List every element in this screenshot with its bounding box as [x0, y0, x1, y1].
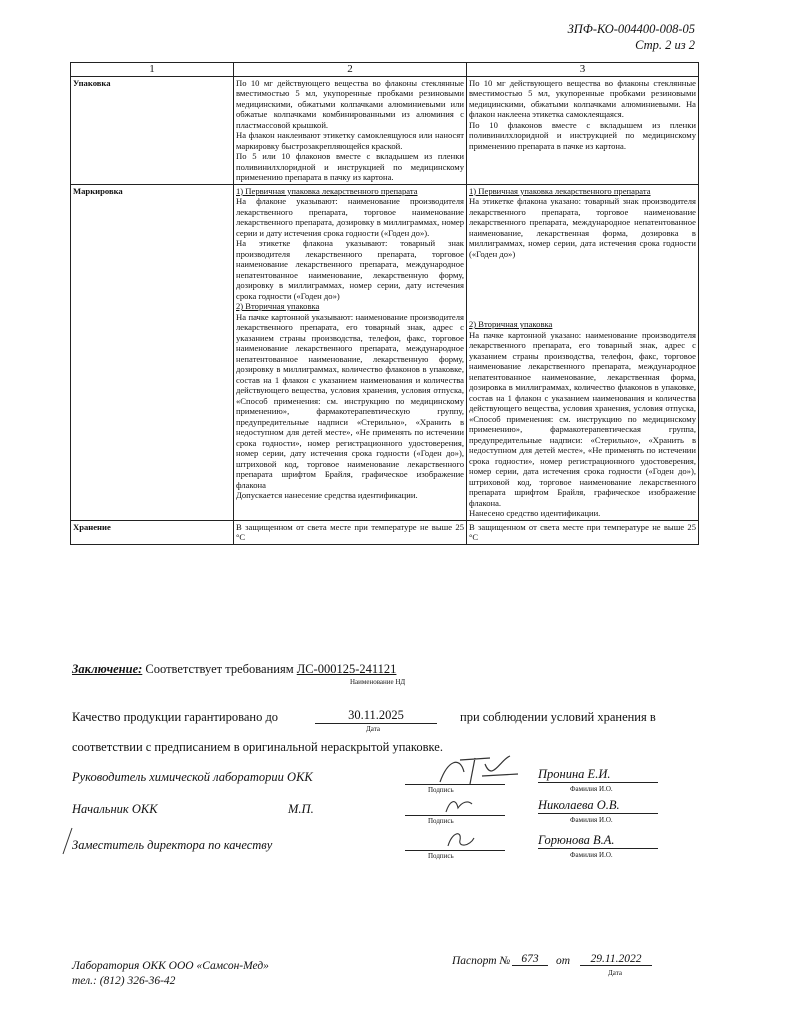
- passport-from: от: [556, 955, 571, 967]
- text-paragraph: На этикетке флакона указывают: товарный знак производителя лекарственного препарата, торговое наименование лекарственного препарата, международное непатентованное наименование, лекарственную форму, дозировку в миллиграммах, номер серии, дату истечения срока годности («Годен до»): [236, 238, 464, 301]
- handwritten-signature: [440, 794, 480, 818]
- page-number: Стр. 2 из 2: [635, 38, 695, 52]
- conclusion-text: Соответствует требованиям: [145, 662, 294, 676]
- col-number-3: 3: [467, 63, 699, 77]
- col-number-2: 2: [234, 63, 467, 77]
- text-paragraph: Допускается нанесение средства идентификации.: [236, 490, 418, 500]
- signer-role-1: Руководитель химической лаборатории ОКК: [72, 770, 313, 784]
- name-caption: Фамилия И.О.: [570, 816, 613, 824]
- table-header-row: [71, 63, 699, 77]
- doc-code: ЗПФ-КО-004400-008-05: [567, 22, 695, 36]
- text-paragraph: По 10 мг действующего вещества во флаконы стеклянные вместимостью 5 мл, укупоренные пробками резиновыми медицинскими, обжатыми колпачками алюминиевыми или обжатые колпачками комбинированными из алюминия с пластмассовой крышкой.: [236, 77, 464, 130]
- row-label: Хранение: [71, 520, 234, 544]
- signer-role-3: Заместитель директора по качеству: [72, 838, 273, 852]
- signer-name-1: Пронина Е.И.: [538, 767, 658, 783]
- passport-date-caption: Дата: [608, 969, 622, 977]
- handwritten-signature: [440, 826, 480, 852]
- sign-caption: Подпись: [428, 786, 454, 794]
- quality-suffix: при соблюдении условий хранения в: [460, 710, 656, 724]
- storage-actual-cell: В защищенном от света месте при температуре не выше 25 °С: [467, 520, 699, 544]
- passport-date: 29.11.2022: [580, 953, 652, 966]
- conclusion: [72, 662, 396, 677]
- quality-line2: соответствии с предписанием в оригинальной нераскрытой упаковке.: [72, 740, 443, 754]
- table-row-storage: [71, 520, 699, 544]
- signer-name-2: Николаева О.В.: [538, 798, 658, 814]
- text-paragraph: На флаконе указывают: наименование производителя лекарственного препарата, торговое наименование лекарственного препарата, дозировку в миллиграммах, номер серии и дату истечения срока годности («Годен до»).: [236, 196, 464, 238]
- text-paragraph: По 10 мг действующего вещества во флаконы стеклянные вместимостью 5 мл, укупоренные пробками резиновыми медицинскими, обжатыми колпачками алюминиевыми. На флакон наклеена этикетка самоклеящаяся.: [469, 77, 696, 119]
- signer-name-3: Горюнова В.А.: [538, 833, 658, 849]
- passport-number: 673: [512, 953, 548, 966]
- footer-phone: тел.: (812) 326-36-42: [72, 975, 176, 987]
- text-paragraph: По 5 или 10 флаконов вместе с вкладышем из пленки поливинилхлоридной и инструкцией по медицинскому применению препарата в пачку из картона.: [236, 151, 464, 182]
- section-title: 1) Первичная упаковка лекарственного препарата: [469, 185, 651, 196]
- table-row-marking: [71, 184, 699, 520]
- row-label: Упаковка: [71, 76, 234, 184]
- sign-caption: Подпись: [428, 852, 454, 860]
- storage-nd-cell: В защищенном от света месте при температуре не выше 25 °С: [234, 520, 467, 544]
- col-number-1: 1: [71, 63, 234, 77]
- nd-caption: Наименование НД: [350, 678, 406, 686]
- spec-table: [70, 62, 699, 545]
- row-label: Маркировка: [71, 184, 234, 520]
- marking-actual-cell: [467, 184, 699, 520]
- text-paragraph: На флакон наклеивают этикетку самоклеящуюся или наносят маркировку быстрозакрепляющейся краской.: [236, 130, 464, 151]
- passport-label: Паспорт №: [452, 955, 511, 967]
- packaging-actual-cell: [467, 76, 699, 184]
- section-title: 2) Вторичная упаковка: [236, 301, 320, 311]
- table-row-packaging: [71, 76, 699, 184]
- name-caption: Фамилия И.О.: [570, 851, 613, 859]
- text-paragraph: Нанесено средство идентификации.: [469, 508, 601, 518]
- text-paragraph: На пачке картонной указывают: наименование производителя лекарственного препарата, его товарный знак, адрес с указанием страны производства, телефон, факс, торговое наименование лекарственного препарата, международное непатентованное наименование, лекарственную форму, дозировку в миллиграммах, количество флаконов в упаковке, состав на 1 флакон с указанием наименования и количества действующего вещества, условия хранения, условия отпуска, «Способ применения: см. инструкцию по медицинскому применению», фармакотерапевтическую группу, предупредительные надписи «Стерильно», «Хранить в недоступном для детей месте», «Не применять по истечении срока годности», номер регистрационного удостоверения, номер серии, дату истечения срока годности («Годен до»), штриховой код, торговое наименование лекарственного препарата шрифтом Брайля, графическое изображение флакона: [236, 311, 464, 490]
- footer-lab: Лаборатория ОКК ООО «Самсон-Мед»: [72, 960, 269, 972]
- marking-nd-cell: [234, 184, 467, 520]
- text-paragraph: По 10 флаконов вместе с вкладышем из пленки поливинилхлоридной и инструкцией по медицинскому применению препарата в пачке из картона.: [469, 119, 696, 151]
- conclusion-label: Заключение:: [72, 662, 143, 676]
- quality-date: 30.11.2025: [315, 708, 437, 724]
- nd-reference: ЛС-000125-241121: [296, 662, 397, 676]
- signer-role-2: Начальник ОКК: [72, 802, 158, 816]
- section-title: 2) Вторичная упаковка: [469, 319, 553, 329]
- quality-date-caption: Дата: [366, 725, 380, 733]
- stamp-place: М.П.: [288, 802, 314, 816]
- text-paragraph: На пачке картонной указано: наименование производителя лекарственного препарата, его товарный знак, адрес с указанием страны производства, телефон, факс, торговое наименование лекарственного препарата, международное непатентованное наименование, лекарственная форма, дозировка в миллиграммах, количество флаконов в упаковке, состав на 1 флакон с указанием наименования и количества действующего вещества, условия хранения, условия отпуска, «Способ применения: см. инструкцию по медицинскому применению», фармакотерапевтическая группа, предупредительные надписи: «Стерильно», «Хранить в недоступном для детей месте», «Не применять по истечении срока годности», номер регистрационного удостоверения, номер серии, дата истечения срока годности («Годен до»), штриховой код, торговое наименование лекарственного препарата шрифтом Брайля, графическое изображение флакона.: [469, 329, 696, 508]
- text-paragraph: На этикетке флакона указано: товарный знак производителя лекарственного препарата, торговое наименование лекарственного препарата, международное непатентованное наименование, лекарственная форма, дозировка в миллиграммах, номер серии, дата истечения срока годности («Годен до»): [469, 196, 696, 259]
- section-title: 1) Первичная упаковка лекарственного препарата: [236, 185, 418, 196]
- packaging-nd-cell: [234, 76, 467, 184]
- handwritten-signature: [430, 752, 520, 788]
- name-caption: Фамилия И.О.: [570, 785, 613, 793]
- quality-prefix: Качество продукции гарантировано до: [72, 710, 279, 724]
- sign-caption: Подпись: [428, 817, 454, 825]
